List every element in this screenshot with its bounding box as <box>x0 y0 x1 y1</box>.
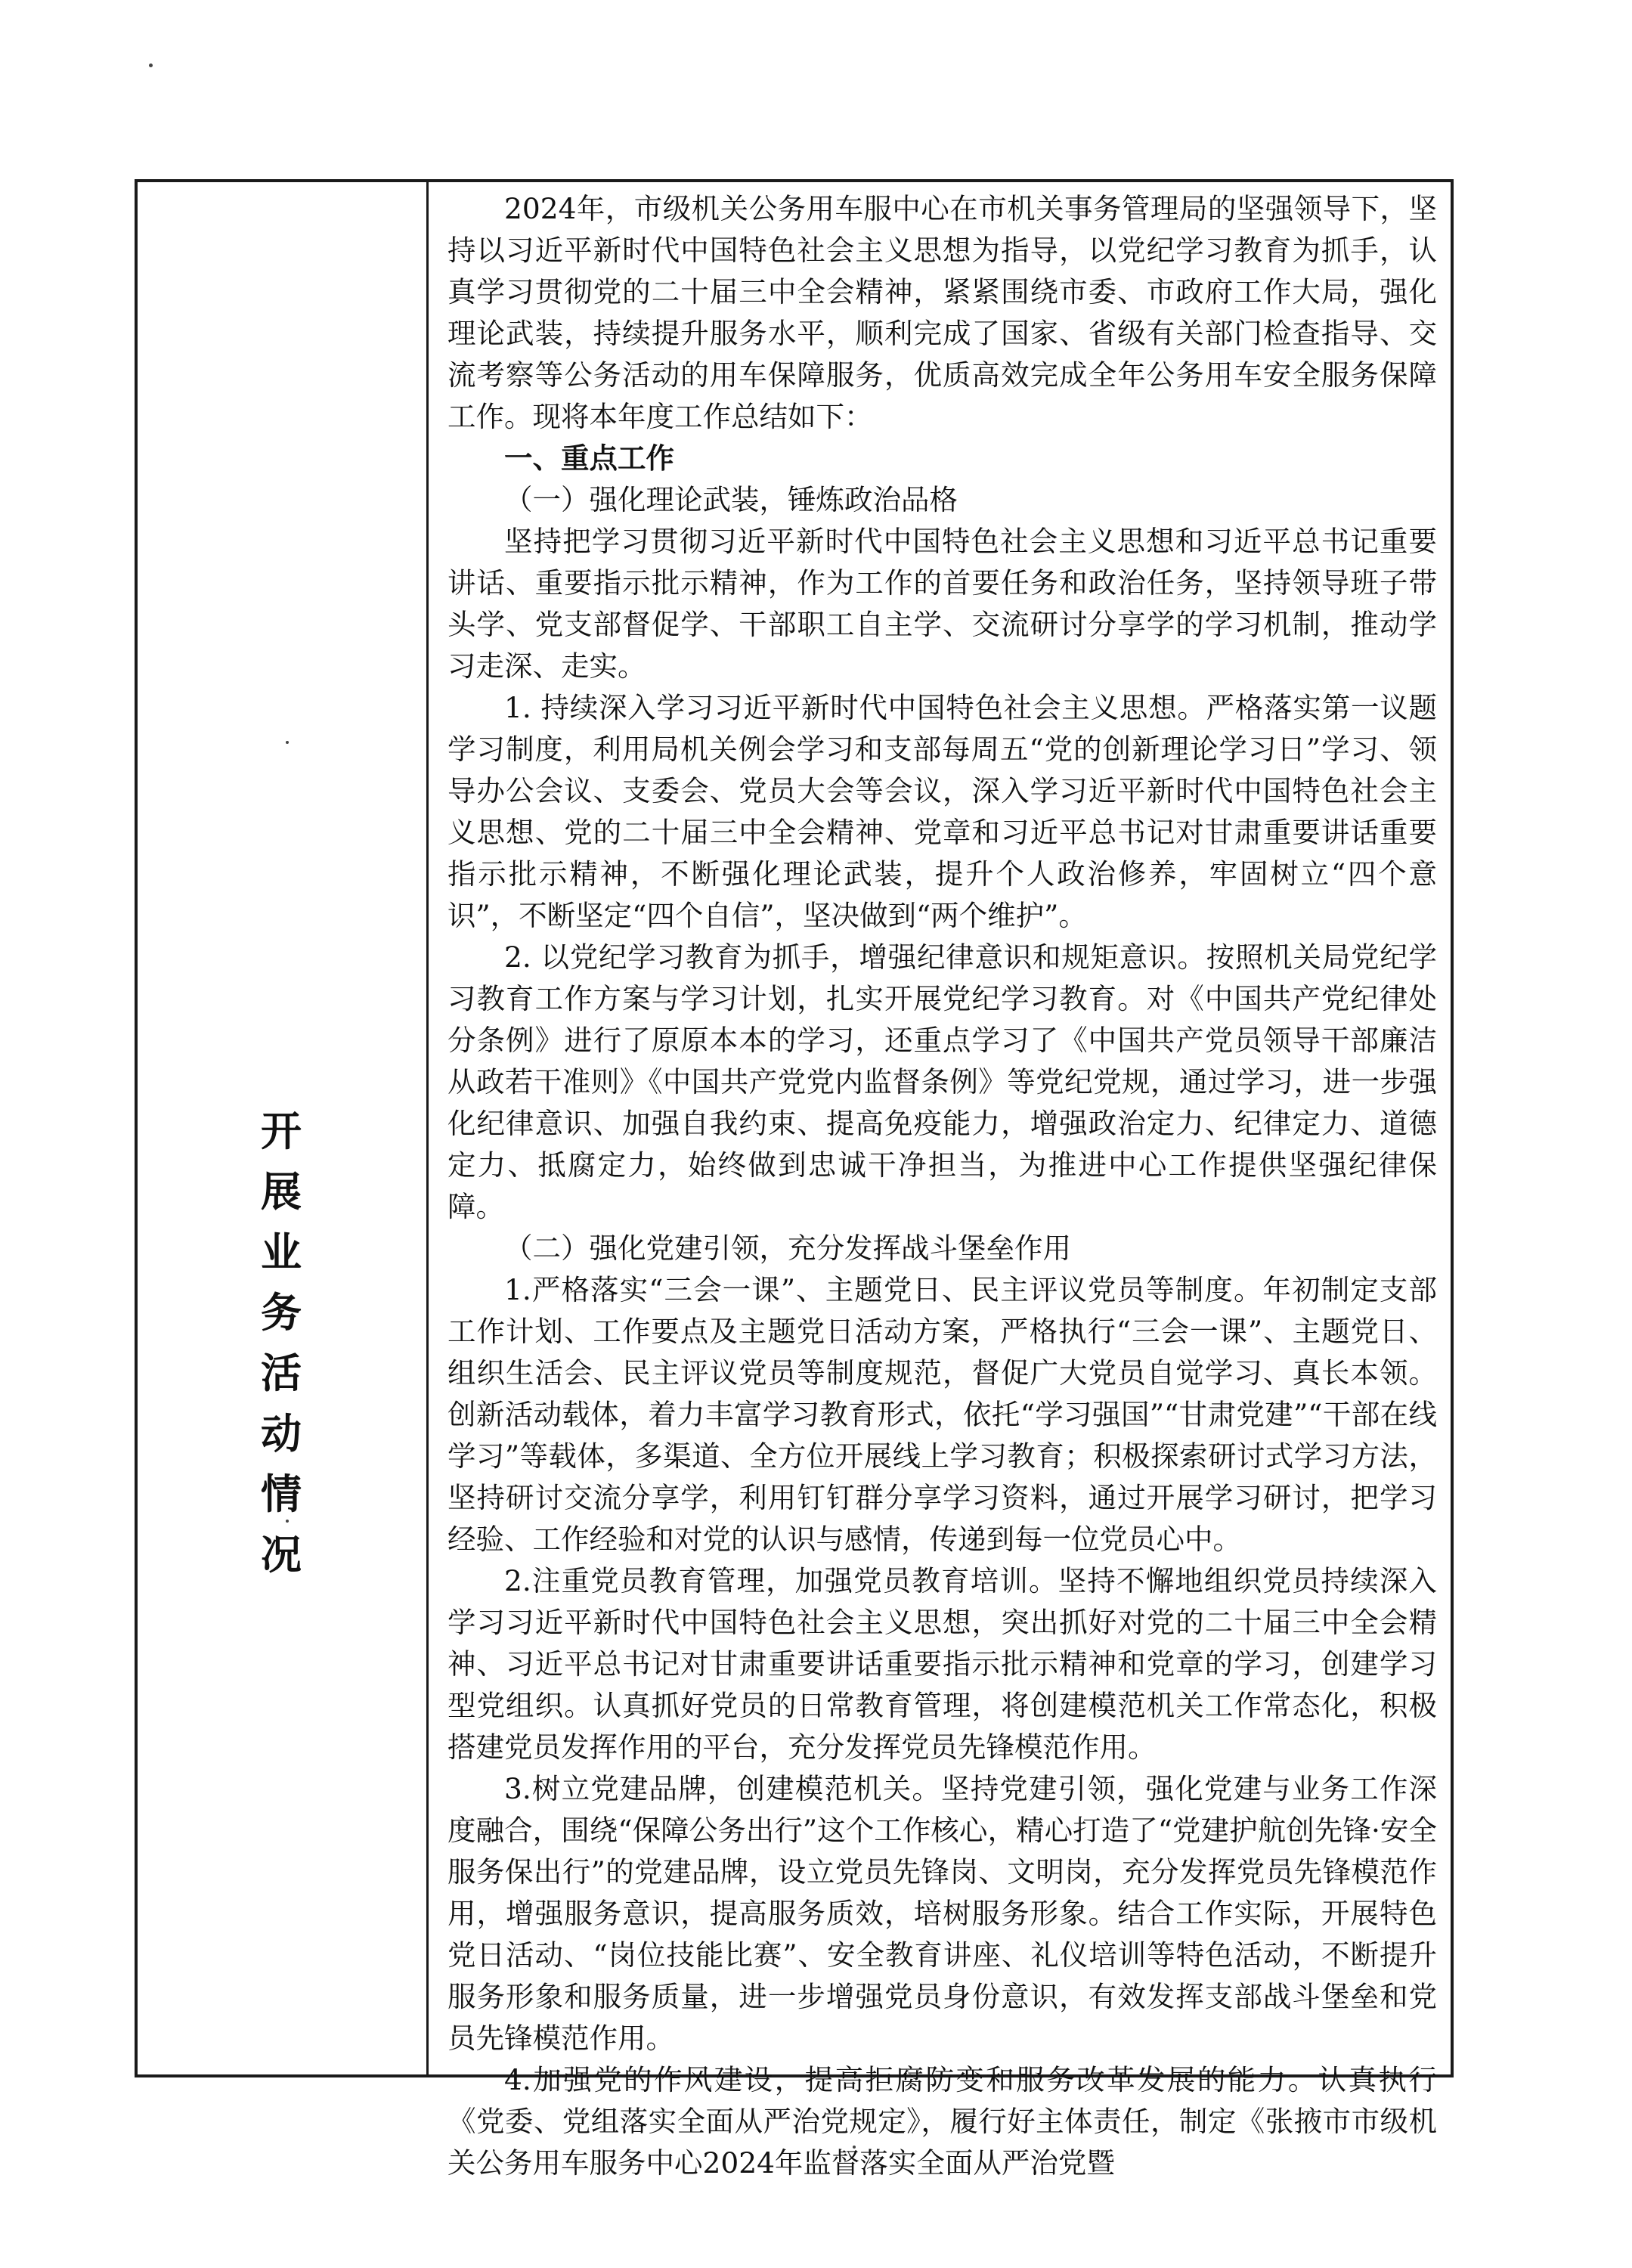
label-char: 况 <box>261 1531 302 1579</box>
subsection-heading: （二）强化党建引领，充分发挥战斗堡垒作用 <box>504 1232 1071 1265</box>
content-body <box>447 188 1437 2184</box>
label-char: 开 <box>261 1108 302 1155</box>
label-char: 务 <box>261 1289 302 1337</box>
body-paragraph: 3.树立党建品牌，创建模范机关。坚持党建引领，强化党建与业务工作深度融合，围绕“保障公务出行”这个工作核心，精心打造了“党建护航创先锋·安全服务保出行”的党建品牌，设立党员先锋岗、文明岗，充分发挥党员先锋模范作用，增强服务意识，提高服务质效，培树服务形象。结合工作实际，开展特色党日活动、“岗位技能比赛”、安全教育讲座、礼仪培训等特色活动，不断提升服务形象和服务质量，进一步增强党员身份意识，有效发挥支部战斗堡垒和党员先锋模范作用。 <box>447 1772 1437 2055</box>
label-char: 业 <box>261 1228 302 1276</box>
label-cell <box>138 182 426 2074</box>
body-paragraph: 4.加强党的作风建设，提高拒腐防变和服务改革发展的能力。认真执行《党委、党组落实全面从严治党规定》，履行好主体责任，制定《张掖市市级机关公务用车服务中心2024年监督落实全面从严治党暨 <box>447 2063 1437 2180</box>
body-paragraph: 2. 以党纪学习教育为抓手，增强纪律意识和规矩意识。按照机关局党纪学习教育工作方案与学习计划，扎实开展党纪学习教育。对《中国共产党纪律处分条例》进行了原原本本的学习，还重点学习了《中国共产党员领导干部廉洁从政若干准则》《中国共产党党内监督条例》等党纪党规，通过学习，进一步强化纪律意识、加强自我约束、提高免疫能力，增强政治定力、纪律定力、道德定力、抵腐定力，始终做到忠诚干净担当，为推进中心工作提供坚强纪律保障。 <box>447 940 1437 1223</box>
section-label-vertical <box>255 1101 308 1585</box>
section-heading: 一、重点工作 <box>504 442 674 475</box>
body-paragraph: 坚持把学习贯彻习近平新时代中国特色社会主义思想和习近平总书记重要讲话、重要指示批示精神，作为工作的首要任务和政治任务，坚持领导班子带头学、党支部督促学、干部职工自主学、交流研讨分享学的学习机制，推动学习走深、走实。 <box>447 525 1437 683</box>
label-char: 展 <box>261 1168 302 1216</box>
body-paragraph: 1.严格落实“三会一课”、主题党日、民主评议党员等制度。年初制定支部工作计划、工作要点及主题党日活动方案，严格执行“三会一课”、主题党日、组织生活会、民主评议党员等制度规范，督促广大党员自觉学习、真长本领。创新活动载体，着力丰富学习教育形式，依托“学习强国”“甘肃党建”“干部在线学习”等载体，多渠道、全方位开展线上学习教育；积极探索研讨式学习方法，坚持研讨交流分享学，利用钉钉群分享学习资料，通过开展学习研讨，把学习经验、工作经验和对党的认识与感情，传递到每一位党员心中。 <box>447 1273 1437 1556</box>
content-cell <box>431 182 1451 2180</box>
scan-speck <box>149 64 153 67</box>
body-paragraph: 2.注重党员教育管理，加强党员教育培训。坚持不懈地组织党员持续深入学习习近平新时代中国特色社会主义思想，突出抓好对党的二十届三中全会精神、习近平总书记对甘肃重要讲话重要指示批示精神和党章的学习，创建学习型党组织。认真抓好党员的日常教育管理，将创建模范机关工作常态化，积极搭建党员发挥作用的平台，充分发挥党员先锋模范作用。 <box>447 1564 1437 1764</box>
label-char: 活 <box>261 1349 302 1397</box>
label-char: 动 <box>261 1410 302 1458</box>
subsection-heading: （一）强化理论武装，锤炼政治品格 <box>504 483 958 516</box>
label-char: 情 <box>261 1470 302 1518</box>
form-table <box>135 179 1454 2180</box>
column-divider <box>426 182 429 2074</box>
body-paragraph: 1. 持续深入学习习近平新时代中国特色社会主义思想。严格落实第一议题学习制度，利用局机关例会学习和支部每周五“党的创新理论学习日”学习、领导办公会议、支委会、党员大会等会议，深入学习近平新时代中国特色社会主义思想、党的二十届三中全会精神、党章和习近平总书记对甘肃重要讲话重要指示批示精神，不断强化理论武装，提升个人政治修养，牢固树立“四个意识”，不断坚定“四个自信”，坚决做到“两个维护”。 <box>447 691 1437 932</box>
intro-paragraph: 2024年，市级机关公务用车服中心在市机关事务管理局的坚强领导下，坚持以习近平新时代中国特色社会主义思想为指导，以党纪学习教育为抓手，认真学习贯彻党的二十届三中全会精神，紧紧围绕市委、市政府工作大局，强化理论武装，持续提升服务水平，顺利完成了国家、省级有关部门检查指导、交流考察等公务活动的用车保障服务，优质高效完成全年公务用车安全服务保障工作。现将本年度工作总结如下： <box>447 192 1437 433</box>
